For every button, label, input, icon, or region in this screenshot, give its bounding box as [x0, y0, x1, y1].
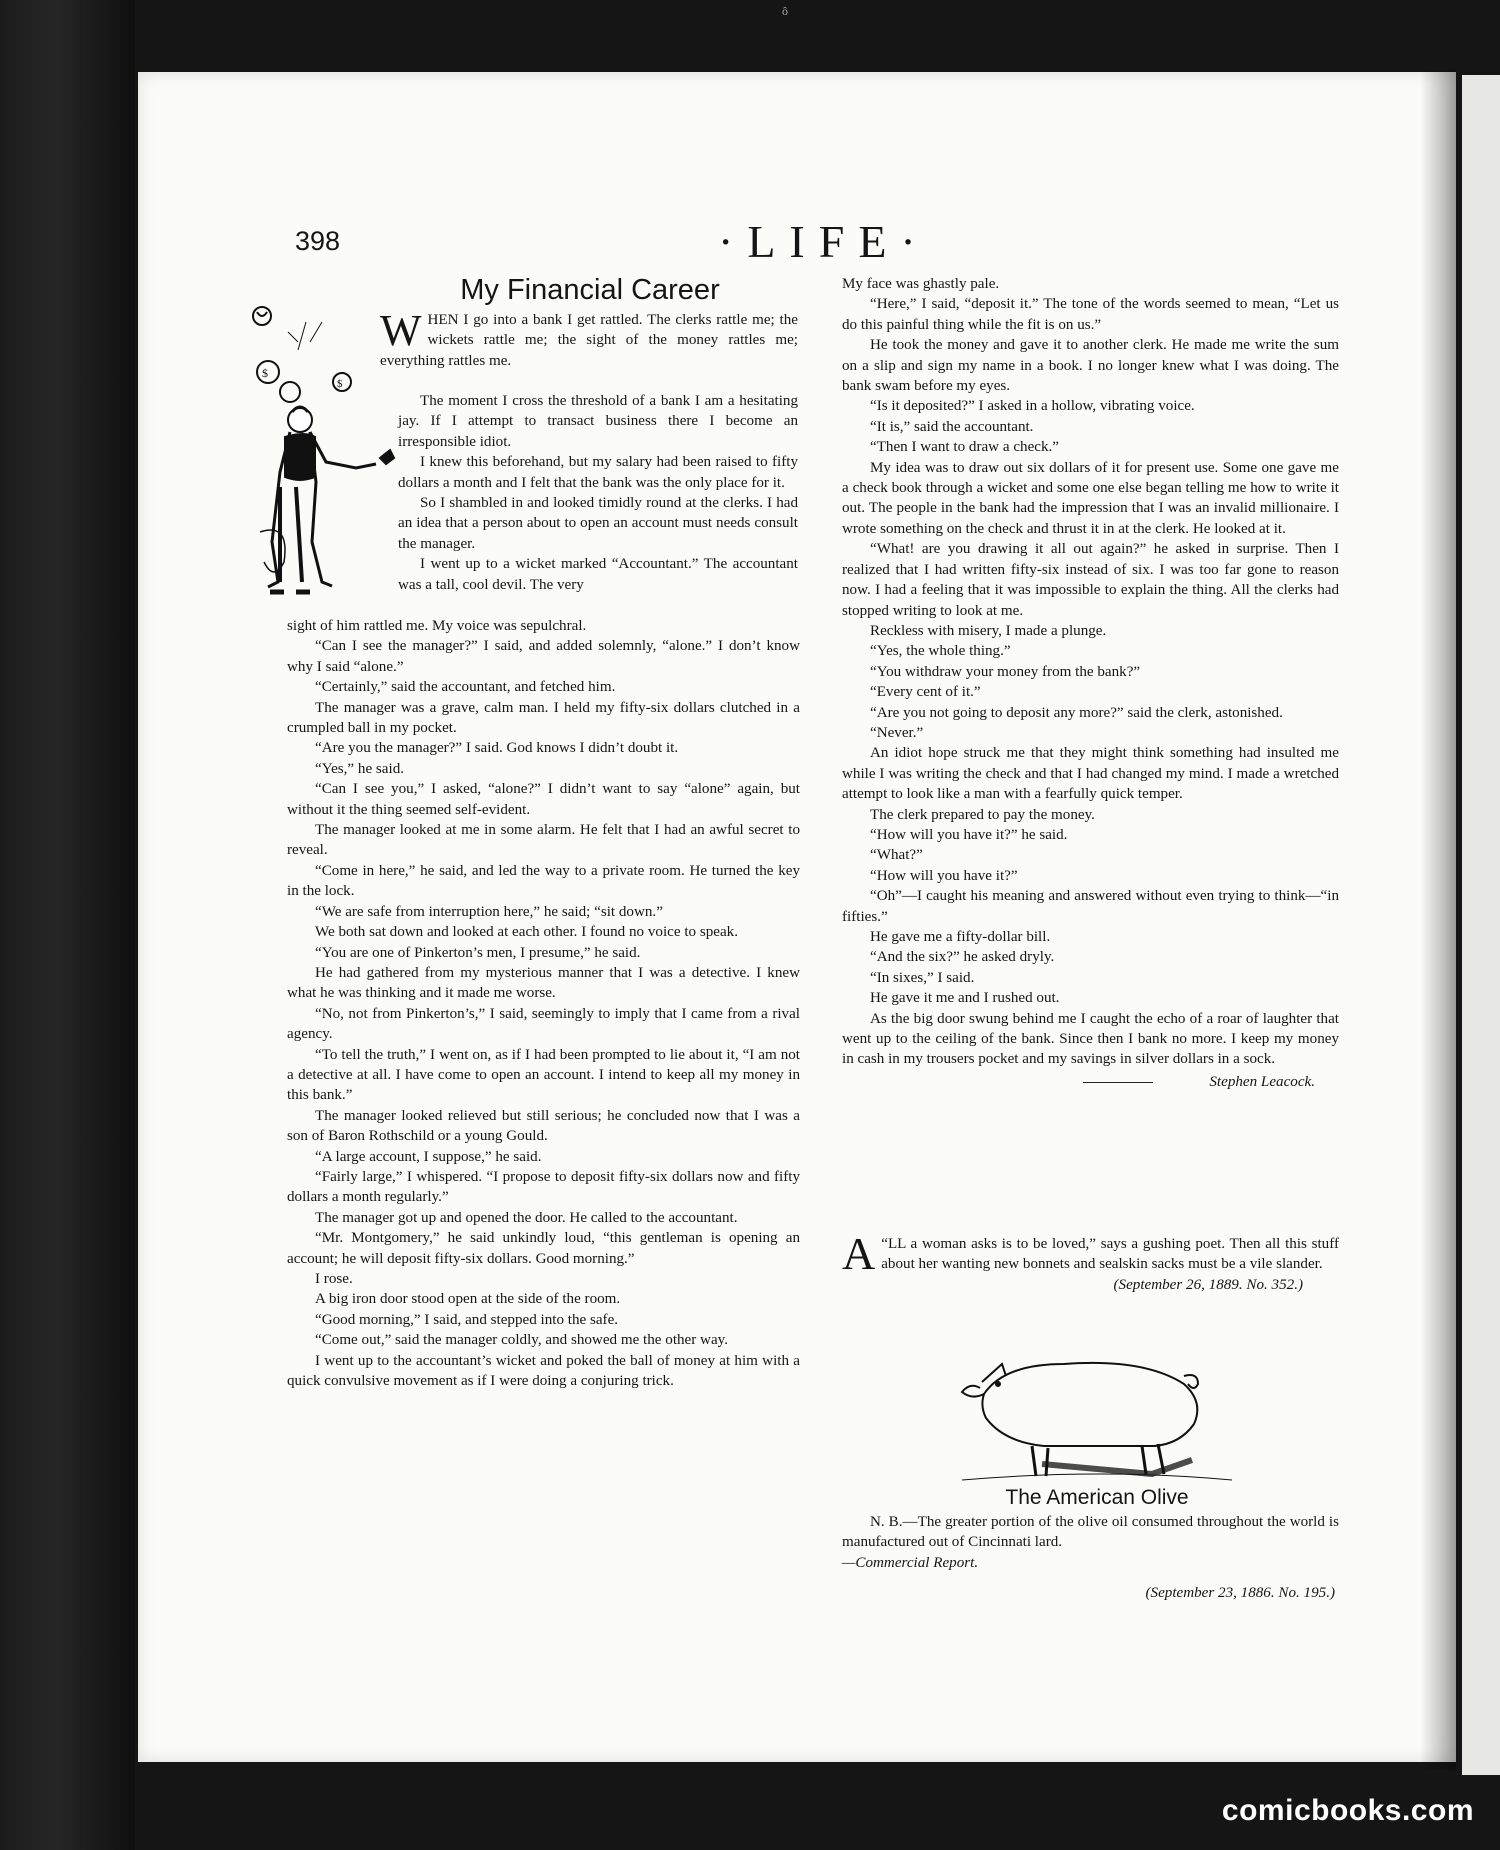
paragraph: “How will you have it?” [870, 867, 1018, 884]
paragraph: My face was ghastly pale. [842, 276, 1000, 292]
author-name: Stephen Leacock. [1209, 1073, 1315, 1090]
page-gutter-shadow [1420, 70, 1456, 1770]
paragraph: “Here,” I said, “deposit it.” The tone of the words seemed to mean, “Let us do this painful thing while the fit is on us.” [842, 296, 1339, 333]
paragraph: He gave me a fifty-dollar bill. [870, 929, 1051, 945]
paragraph: An idiot hope struck me that they might think something had insulted me while I was writing the check and that I had changed my mind. I made a wretched attempt to look like a man with a fearfully quick temper. [842, 745, 1339, 803]
paragraph: “Every cent of it.” [870, 684, 981, 701]
paragraph: “You are one of Pinkerton’s men, I presume,” he said. [315, 944, 641, 961]
paragraph: “Then I want to draw a check.” [870, 439, 1059, 456]
adjacent-page-edge [1462, 75, 1500, 1775]
olive-attribution: (September 23, 1886. No. 195.) [1145, 1585, 1335, 1602]
author-signature [842, 1072, 1339, 1092]
poet-quote [842, 1228, 1339, 1295]
paragraph: “We are safe from interruption here,” he said; “sit down.” [315, 903, 663, 920]
article-title: My Financial Career [460, 274, 720, 306]
svg-text:$: $ [262, 366, 268, 380]
signature-rule [1083, 1082, 1153, 1083]
paragraph: “Is it deposited?” I asked in a hollow, vibrating voice. [870, 398, 1195, 415]
paragraph: We both sat down and looked at each other. I found no voice to speak. [315, 924, 738, 941]
paragraph: “No, not from Pinkerton’s,” I said, seemingly to imply that I came from a rival agency. [287, 1005, 800, 1043]
scanner-edge [0, 0, 135, 1850]
paragraph: “In sixes,” I said. [870, 969, 975, 986]
paragraph: I knew this beforehand, but my salary had been raised to fifty dollars a month and I felt that the bank was the only place for it. [398, 454, 798, 491]
quote-drop-cap: A [842, 1228, 876, 1279]
paragraph: “Fairly large,” I whispered. “I propose to deposit fifty-six dollars now and fifty dollars a month regularly.” [287, 1168, 800, 1206]
paragraph: The manager got up and opened the door. He called to the accountant. [315, 1209, 738, 1226]
paragraph: The manager was a grave, calm man. I held my fifty-six dollars clutched in a crumpled ball in my pocket. [287, 699, 800, 737]
paragraph: The manager looked at me in some alarm. He felt that I had an awful secret to reveal. [287, 822, 800, 859]
pig-illustration [952, 1334, 1242, 1484]
paragraph: My idea was to draw out six dollars of it for present use. Some one gave me a check book through a wicket and some one else began telling me how to write it out. The people in the bank had the impression that I was an invalid millionaire. I wrote something on the check and thrust it in at the clerk. He looked at it. [842, 459, 1339, 537]
quote-attribution: (September 26, 1889. No. 352.) [1113, 1276, 1303, 1293]
paragraph: “And the six?” he asked dryly. [870, 949, 1055, 966]
olive-title: The American Olive [1005, 1486, 1189, 1509]
paragraph: I rose. [315, 1271, 353, 1287]
paragraph: So I shambled in and looked timidly round at the clerks. I had an idea that a person about to open an account must needs consult the manager. [398, 495, 798, 552]
gentleman-illustration [240, 292, 402, 612]
paragraph: I went up to the accountant’s wicket and poked the ball of money at him with a quick convulsive movement as if I were doing a conjuring trick. [287, 1352, 800, 1390]
olive-note [842, 1512, 1339, 1604]
paragraph: “Good morning,” I said, and stepped into the safe. [315, 1311, 619, 1328]
paragraph: The moment I cross the threshold of a bank I am a hesitating jay. If I attempt to transact business there I become an irresponsible idiot. [398, 393, 798, 450]
paragraph: The manager looked relieved but still serious; he concluded now that I was a son of Baron Rothschild or a young Gould. [287, 1107, 800, 1145]
paragraph: “Mr. Montgomery,” he said unkindly loud, “this gentleman is opening an account; he will deposit fifty-six dollars. Good morning.” [287, 1230, 800, 1267]
article-intro [380, 306, 798, 371]
paragraph: “Are you the manager?” I said. God knows I didn’t doubt it. [315, 740, 679, 757]
paragraph: He gave it me and I rushed out. [870, 990, 1060, 1007]
quote-text: LL a woman asks is to be loved,” says a gushing poet. Then all this stuff about her wanting new bonnets and sealskin sacks must be a vile slander. [881, 1236, 1339, 1273]
olive-source: —Commercial Report. [842, 1554, 979, 1571]
scan-mark: ô [782, 4, 788, 18]
paragraph: “Certainly,” said the accountant, and fetched him. [315, 679, 616, 696]
paragraph: “A large account, I suppose,” he said. [315, 1148, 542, 1165]
paragraph: A big iron door stood open at the side of the room. [315, 1291, 621, 1308]
paragraph: “It is,” said the accountant. [870, 418, 1034, 435]
paragraph: “Come out,” said the manager coldly, and showed me the other way. [315, 1332, 728, 1349]
illustration-wrap-text [398, 391, 798, 595]
drop-cap: W [380, 306, 422, 355]
paragraph: Reckless with misery, I made a plunge. [870, 622, 1107, 639]
site-watermark: comicbooks.com [1221, 1794, 1474, 1827]
page-number: 398 [295, 226, 341, 256]
paragraph: “Come in here,” he said, and led the way to a private room. He turned the key in the lock. [287, 862, 800, 900]
paragraph: “Oh”—I caught his meaning and answered without even trying to think—“in fifties.” [842, 888, 1339, 925]
paragraph: He had gathered from my mysterious manner that I was a detective. I knew what he was thinking and it made me worse. [287, 964, 800, 1002]
paragraph: “What?” [870, 847, 923, 864]
paragraph: “Can I see the manager?” I said, and added solemnly, “alone.” I don’t know why I said “alone.” [287, 638, 800, 675]
paragraph: As the big door swung behind me I caught the echo of a roar of laughter that went up to the ceiling of the bank. Since then I bank no more. I keep my money in cash in my trousers pocket and my savings in silver dollars in a sock. [842, 1010, 1339, 1068]
paragraph: “Yes, the whole thing.” [870, 643, 1011, 660]
svg-text:$: $ [337, 378, 343, 390]
olive-text: N. B.—The greater portion of the olive oil consumed throughout the world is manufactured out of Cincinnati lard. [842, 1514, 1339, 1551]
paragraph: I went up to a wicket marked “Accountant.” The accountant was a tall, cool devil. The very [398, 556, 798, 593]
right-column [842, 274, 1339, 1092]
left-column [287, 616, 800, 1391]
paragraph: “Never.” [870, 724, 924, 741]
paragraph: “Yes,” he said. [315, 760, 405, 777]
paragraph: “Can I see you,” I asked, “alone?” I didn’t want to say “alone” again, but without it the thing seemed self-evident. [287, 781, 800, 818]
quote-open-mark: “ [881, 1236, 888, 1252]
paragraph: “You withdraw your money from the bank?” [870, 663, 1141, 680]
masthead-title: ·LIFE· [718, 216, 930, 267]
paragraph: “How will you have it?” he said. [870, 826, 1068, 843]
paragraph: “Are you not going to deposit any more?” said the clerk, astonished. [870, 704, 1283, 721]
paragraph: “To tell the truth,” I went on, as if I had been prompted to lie about it, “I am not a detective at all. I have come to open an account. I intend to keep all my money in this bank.” [287, 1046, 800, 1104]
intro-text: HEN I go into a bank I get rattled. The clerks rattle me; the wickets rattle me; the sight of the money rattles me; everything rattles me. [380, 312, 798, 369]
paragraph: The clerk prepared to pay the money. [870, 806, 1095, 823]
paragraph: sight of him rattled me. My voice was sepulchral. [287, 618, 587, 634]
paragraph: He took the money and gave it to another clerk. He made me write the sum on a slip and sign my name in a book. I no longer knew what I was doing. The bank swam before my eyes. [842, 337, 1339, 395]
paragraph: “What! are you drawing it all out again?” he asked in surprise. Then I realized that I had written fifty-six instead of six. I was too far gone to reason now. I had a feeling that it was impossible to explain the thing. All the clerks had stopped writing to look at me. [842, 541, 1339, 619]
